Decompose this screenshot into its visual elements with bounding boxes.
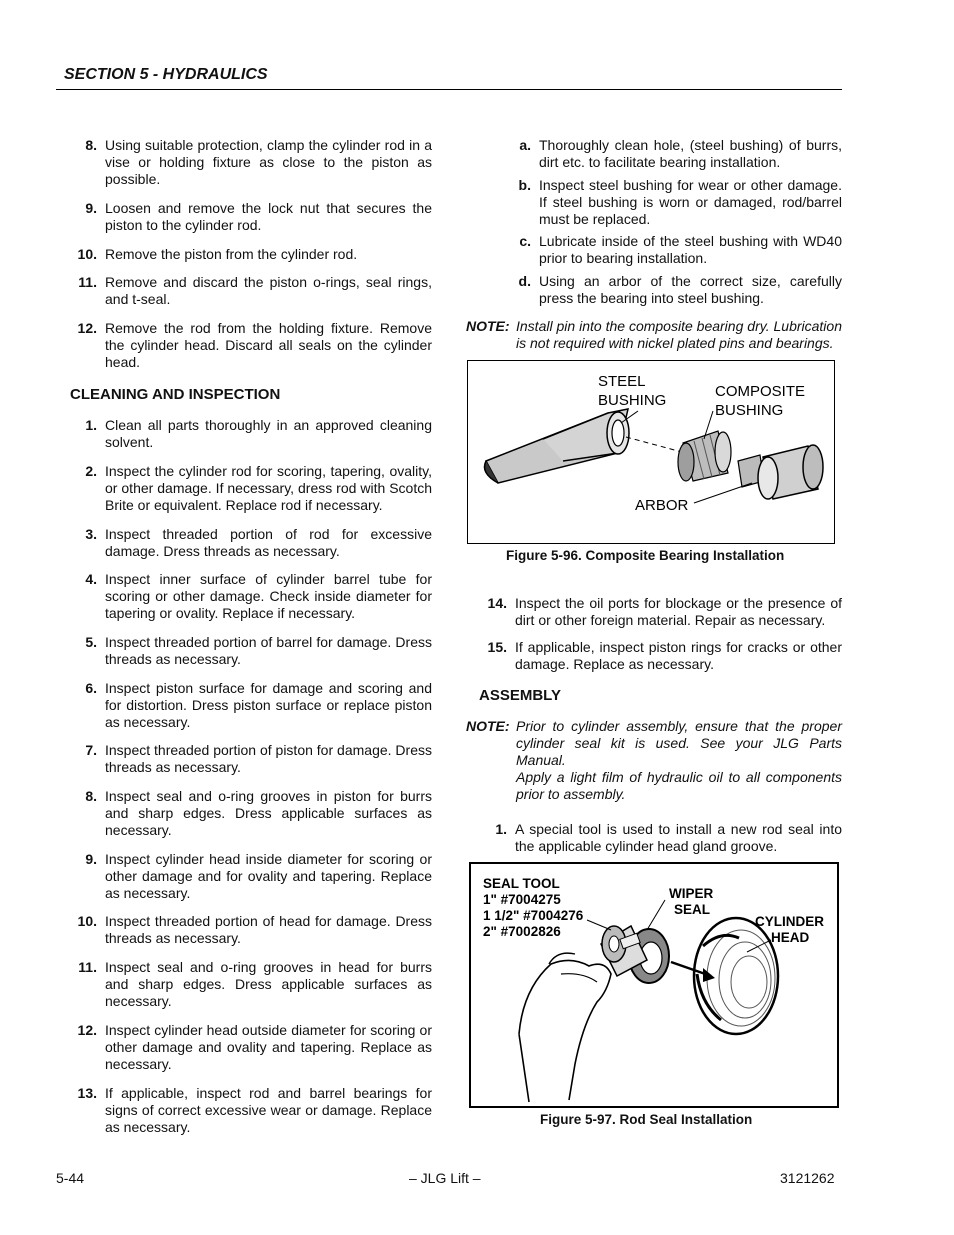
step-number: 8. [85,137,97,153]
label-steel: STEEL [598,373,646,390]
list-item [507,177,842,228]
list-item [70,742,432,776]
list-item [70,137,432,188]
label-bushing: BUSHING [598,392,667,409]
substep-text: Thoroughly clean hole, (steel bushing) of burrs, dirt etc. to facilitate bearing installation. [539,137,842,170]
substep-text: Inspect steel bushing for wear or other damage. If steel bushing is worn or damaged, rod/barrel must be replaced. [539,177,842,227]
step-text: Inspect cylinder head inside diameter for scoring or other damage and for ovality and tapering. Replace as necessary. [105,851,432,901]
step-number: 10. [77,246,97,262]
composite-bearing-diagram [468,361,834,543]
list-item [70,417,432,451]
note-lubrication [466,318,842,352]
list-item [70,526,432,560]
note-assembly-oil [516,769,842,803]
list-item [507,273,842,307]
step-number: 12. [77,320,97,336]
figure-rod-seal [469,862,839,1108]
label-composite-bushing: BUSHING [715,402,784,419]
label-wiper: WIPER [669,886,714,901]
step-text: Remove the rod from the holding fixture. Remove the cylinder head. Discard all seals on the cylinder head. [105,320,432,370]
list-item [70,320,432,371]
list-item [70,463,432,514]
list-item [477,595,842,629]
step-text: Inspect threaded portion of head for damage. Dress threads as necessary. [105,913,432,946]
note-label: NOTE: [466,318,510,334]
list-item [70,788,432,839]
substep-text: Using an arbor of the correct size, carefully press the bearing into steel bushing. [539,273,842,306]
substep-letter: c. [519,233,531,249]
step-text: Inspect threaded portion of barrel for damage. Dress threads as necessary. [105,634,432,667]
step-number: 14. [487,595,507,611]
label-wiper-seal: SEAL [674,902,711,917]
step-number: 10. [77,913,97,929]
step-text: If applicable, inspect rod and barrel bearings for signs of correct excessive wear or damage. Replace as necessary. [105,1085,432,1135]
label-cylinder-head: HEAD [771,930,810,945]
step-text: Inspect piston surface for damage and scoring and for distortion. Dress piston surface or replace piston as necessary. [105,680,432,730]
step-text: Inspect cylinder head outside diameter for scoring or other damage and ovality and tapering. Replace as necessary. [105,1022,432,1072]
substep-letter: a. [519,137,531,153]
step-number: 15. [487,639,507,655]
step-number: 12. [77,1022,97,1038]
figure-caption: Figure 5-97. Rod Seal Installation [540,1112,753,1127]
step-text: Remove the piston from the cylinder rod. [105,246,358,262]
step-text: Using suitable protection, clamp the cylinder rod in a vise or holding fixture as close to the piston as possible. [105,137,432,187]
step-number: 4. [85,571,97,587]
step-text: Remove and discard the piston o-rings, seal rings, and t-seal. [105,274,432,307]
step-text: Inspect the cylinder rod for scoring, tapering, ovality, or other damage. If necessary, dress rod with Scotch Brite or equivalent. Replace rod if necessary. [105,463,432,513]
document-number: 3121262 [780,1170,835,1186]
step-number: 1. [495,821,507,837]
footer-brand: – JLG Lift – [409,1170,481,1186]
step-text: Inspect threaded portion of piston for damage. Dress threads as necessary. [105,742,432,775]
substep-text: Lubricate inside of the steel bushing with WD40 prior to bearing installation. [539,233,842,266]
step-number: 6. [85,680,97,696]
figure-caption: Figure 5-96. Composite Bearing Installation [506,548,785,563]
list-item [70,200,432,234]
step-number: 1. [85,417,97,433]
list-item [507,233,842,267]
list-item [477,821,842,855]
step-number: 8. [85,788,97,804]
label-arbor: ARBOR [635,497,689,514]
list-item [70,851,432,902]
section-title: SECTION 5 - HYDRAULICS [64,66,268,83]
list-item [70,274,432,308]
rod-seal-diagram [471,864,837,1106]
step-number: 3. [85,526,97,542]
label-composite: COMPOSITE [715,383,806,400]
step-number: 9. [85,200,97,216]
note-text: Prior to cylinder assembly, ensure that the proper cylinder seal kit is used. See your JLG Parts Manual. [516,718,842,768]
list-item [70,959,432,1010]
step-text: Inspect inner surface of cylinder barrel tube for scoring or other damage. Check inside diameter for tapering or ovality. Replace if necessary. [105,571,432,621]
list-item [70,634,432,668]
step-text: If applicable, inspect piston rings for cracks or other damage. Replace as necessary. [515,639,842,672]
step-text: A special tool is used to install a new rod seal into the applicable cylinder head gland groove. [515,821,842,854]
step-text: Inspect seal and o-ring grooves in head for burrs and sharp edges. Dress applicable surfaces as necessary. [105,959,432,1009]
list-item [70,1085,432,1136]
list-item [477,639,842,673]
step-text: Loosen and remove the lock nut that secures the piston to the cylinder rod. [105,200,432,233]
list-item [70,246,432,263]
list-item [70,913,432,947]
note-assembly [466,718,842,769]
list-item [70,571,432,622]
label-cylinder: CYLINDER [755,914,825,929]
list-item [70,680,432,731]
step-number: 2. [85,463,97,479]
substep-letter: d. [518,273,531,289]
label-seal-tool: SEAL TOOL [483,876,560,891]
step-number: 7. [85,742,97,758]
label-tool-1in: 1" #7004275 [483,892,561,907]
note-label: NOTE: [466,718,510,734]
step-number: 11. [78,959,97,975]
section-heading-assembly: ASSEMBLY [479,687,561,704]
step-number: 13. [77,1085,97,1101]
list-item [507,137,842,171]
step-text: Inspect the oil ports for blockage or the presence of dirt or other foreign material. Repair as necessary. [515,595,842,628]
step-number: 5. [85,634,97,650]
step-text: Inspect seal and o-ring grooves in piston for burrs and sharp edges. Dress applicable surfaces as necessary. [105,788,432,838]
section-heading-cleaning: CLEANING AND INSPECTION [70,386,281,403]
page-number: 5-44 [56,1170,85,1186]
step-text: Inspect threaded portion of rod for excessive damage. Dress threads as necessary. [105,526,432,559]
step-number: 9. [85,851,97,867]
list-item [70,1022,432,1073]
figure-composite-bearing [467,360,835,544]
step-text: Clean all parts thoroughly in an approved cleaning solvent. [105,417,432,450]
substep-letter: b. [518,177,531,193]
note-text: Install pin into the composite bearing dry. Lubrication is not required with nickel plated pins and bearings. [516,318,842,351]
label-tool-1-5in: 1 1/2" #7004276 [483,908,584,923]
label-tool-2in: 2" #7002826 [483,924,561,939]
step-number: 11. [78,274,97,290]
note-text: Apply a light film of hydraulic oil to all components prior to assembly. [516,769,842,802]
header-divider [56,89,842,90]
